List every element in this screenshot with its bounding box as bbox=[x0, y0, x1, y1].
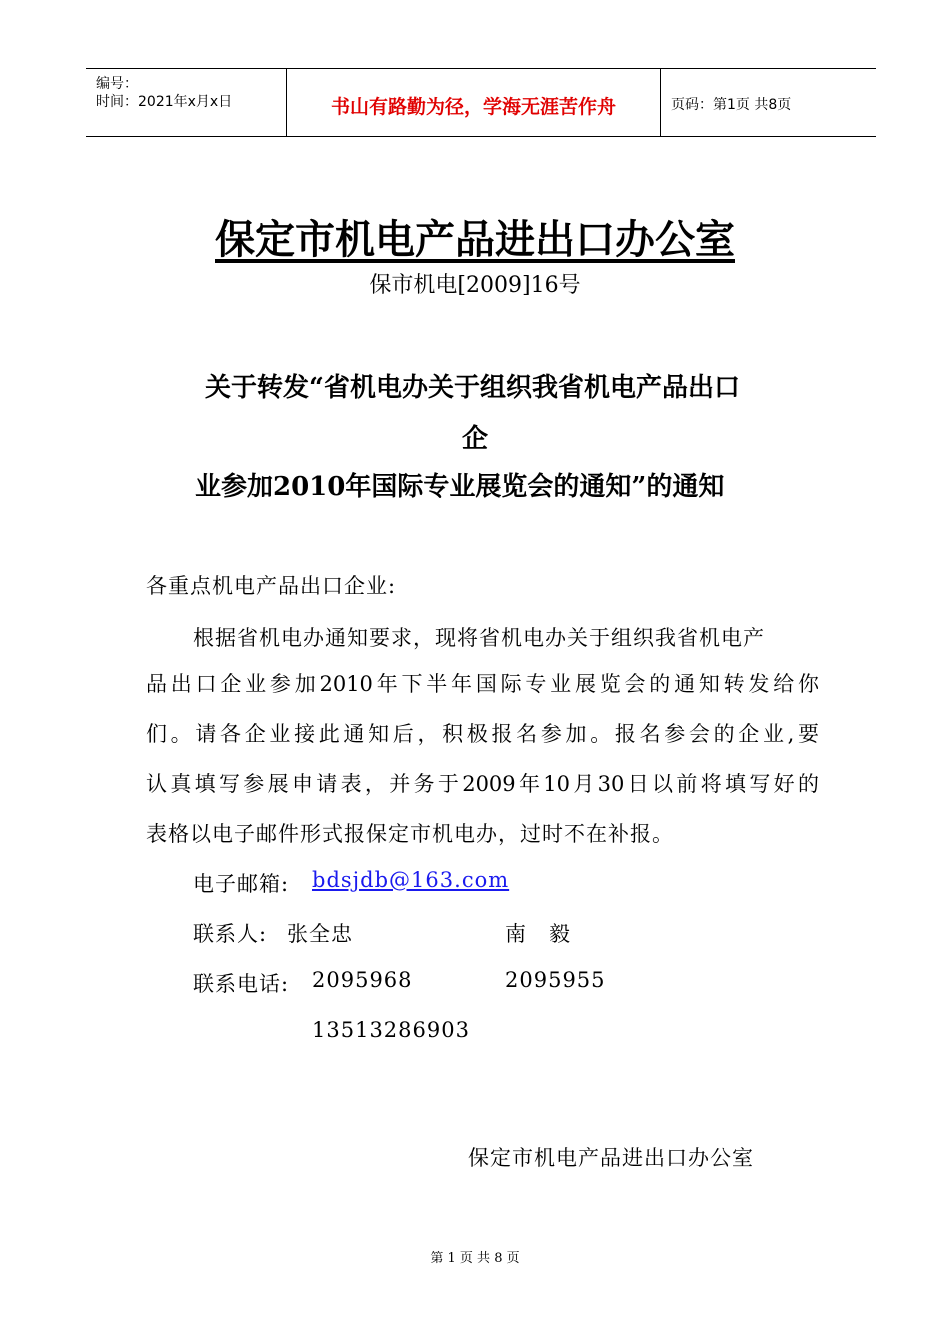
body-line-5: 表格以电子邮件形式报保定市机电办，过时不在补报。 bbox=[146, 822, 674, 846]
page-footer: 第 1 页 共 8 页 bbox=[430, 1251, 520, 1266]
header-cell-motto bbox=[287, 69, 661, 136]
notice-title-line-3: 业参加2010年国际专业展览会的通知”的通知 bbox=[195, 472, 725, 502]
phone-1: 2095968 bbox=[312, 968, 413, 992]
contact-person-2: 南 毅 bbox=[505, 922, 571, 946]
phone-3: 13513286903 bbox=[312, 1018, 470, 1042]
body-line-2: 品出口企业参加2010年下半年国际专业展览会的通知转发给你 bbox=[146, 672, 819, 696]
body-line-3: 们。请各企业接此通知后，积极报名参加。报名参会的企业,要 bbox=[146, 722, 819, 746]
phone-label: 联系电话: bbox=[193, 972, 290, 996]
page-label: 页码：第1页 共8页 bbox=[671, 97, 792, 113]
body-line-4: 认真填写参展申请表，并务于2009年10月30日以前将填写好的 bbox=[146, 772, 819, 796]
email-label: 电子邮箱: bbox=[193, 872, 290, 896]
body-line-1: 根据省机电办通知要求，现将省机电办关于组织我省机电产 bbox=[193, 626, 765, 650]
email-link[interactable]: bdsjdb@163.com bbox=[312, 868, 510, 892]
notice-title-line-2: 企 bbox=[461, 424, 488, 454]
header-table bbox=[86, 68, 876, 137]
header-cell-page bbox=[661, 69, 876, 136]
org-title: 保定市机电产品进出口办公室 bbox=[215, 216, 735, 263]
phone-2: 2095955 bbox=[505, 968, 606, 992]
signature: 保定市机电产品进出口办公室 bbox=[468, 1146, 754, 1170]
header-cell-info bbox=[86, 69, 287, 136]
time-label: 时间：2021年x月x日 bbox=[96, 94, 233, 110]
motto-text: 书山有路勤为径，学海无涯苦作舟 bbox=[330, 96, 616, 118]
notice-title-line-1: 关于转发“省机电办关于组织我省机电产品出口 bbox=[205, 373, 740, 403]
contact-person-1: 张全忠 bbox=[287, 922, 353, 946]
doc-number: 保市机电[2009]16号 bbox=[369, 273, 581, 298]
contact-label: 联系人: bbox=[193, 922, 268, 946]
number-label: 编号： bbox=[96, 76, 138, 92]
salutation: 各重点机电产品出口企业: bbox=[146, 574, 397, 598]
